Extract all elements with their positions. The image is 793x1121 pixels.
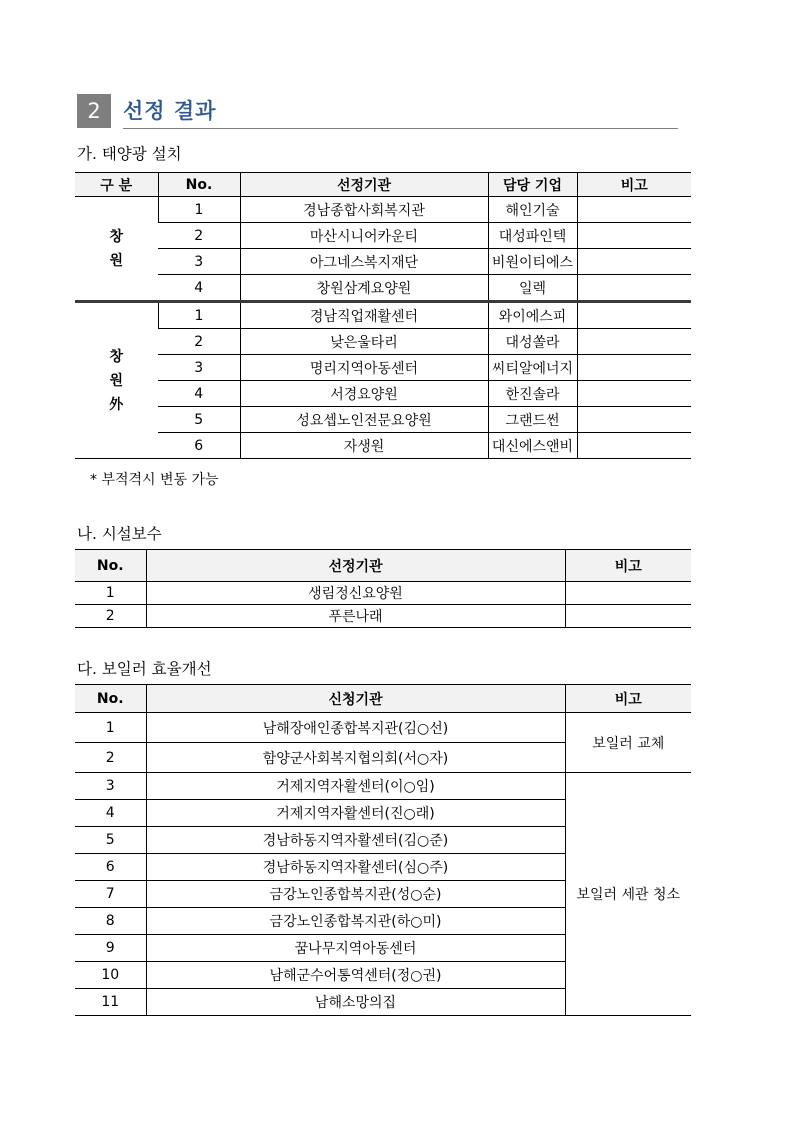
table-row: 2 마산시니어카운티 대성파인텍	[75, 223, 691, 249]
table-row: 5 성요셉노인전문요양원 그랜드썬	[75, 407, 691, 433]
note-boiler-replace: 보일러 교체	[565, 713, 691, 773]
table-header-row	[75, 550, 691, 582]
table-row: 5 경남하동지역자활센터(김○준)	[75, 827, 691, 854]
table-row: 창 원 外 1 경남직업재활센터 와이에스피	[75, 302, 691, 329]
table-row: 창 원 1 경남종합사회복지관 해인기술	[75, 197, 691, 223]
table-row: 4 창원삼계요양원 일렉	[75, 275, 691, 302]
table-row: 3 명리지역아동센터 씨티알에너지	[75, 355, 691, 381]
table-row: 3 아그네스복지재단 비원이티에스	[75, 249, 691, 275]
repair-heading: 나. 시설보수	[77, 525, 162, 543]
col-header-no: No.	[75, 550, 146, 582]
group-label-changwon: 창 원	[75, 197, 158, 302]
note-boiler-clean: 보일러 세관 청소	[565, 773, 691, 1016]
table-row: 2 함양군사회복지협의회(서○자)	[75, 743, 691, 773]
table-header-row	[75, 173, 691, 197]
table-row: 8 금강노인종합복지관(하○미)	[75, 908, 691, 935]
col-header-division: 구 분	[75, 173, 158, 197]
table-row: 2 낮은울타리 대성쏠라	[75, 329, 691, 355]
table-row: 6 경남하동지역자활센터(심○주)	[75, 854, 691, 881]
table-row: 3 거제지역자활센터(이○임) 보일러 세관 청소	[75, 773, 691, 800]
col-header-no: No.	[75, 685, 146, 713]
col-header-no: No.	[158, 173, 240, 197]
section-number: 2	[77, 94, 111, 128]
col-header-org: 선정기관	[146, 550, 565, 582]
col-header-note: 비고	[565, 550, 691, 582]
group-label-outside-changwon: 창 원 外	[75, 302, 158, 459]
col-header-org: 선정기관	[240, 173, 488, 197]
col-header-note: 비고	[565, 685, 691, 713]
table-row: 2 푸른나래	[75, 605, 691, 628]
repair-table	[75, 549, 691, 628]
col-header-note: 비고	[577, 173, 691, 197]
col-header-company: 담당 기업	[488, 173, 577, 197]
section-title: 선정 결과	[123, 99, 217, 123]
table-row: 4 서경요양원 한진솔라	[75, 381, 691, 407]
table-row: 10 남해군수어통역센터(정○권)	[75, 962, 691, 989]
table-row: 7 금강노인종합복지관(성○순)	[75, 881, 691, 908]
table-row: 9 꿈나무지역아동센터	[75, 935, 691, 962]
section-underline	[123, 128, 678, 129]
table-row: 1 남해장애인종합복지관(김○선) 보일러 교체	[75, 713, 691, 743]
footnote: * 부적격시 변동 가능	[90, 472, 219, 488]
solar-table	[75, 172, 691, 459]
table-row: 1 생림정신요양원	[75, 582, 691, 605]
table-row: 6 자생원 대신에스앤비	[75, 433, 691, 459]
boiler-heading: 다. 보일러 효율개선	[77, 660, 212, 678]
section-header	[77, 94, 678, 130]
table-row: 4 거제지역자활센터(진○래)	[75, 800, 691, 827]
boiler-table	[75, 684, 691, 1016]
col-header-org: 신청기관	[146, 685, 565, 713]
solar-heading: 가. 태양광 설치	[77, 145, 182, 163]
table-row: 11 남해소망의집	[75, 989, 691, 1016]
table-header-row	[75, 685, 691, 713]
